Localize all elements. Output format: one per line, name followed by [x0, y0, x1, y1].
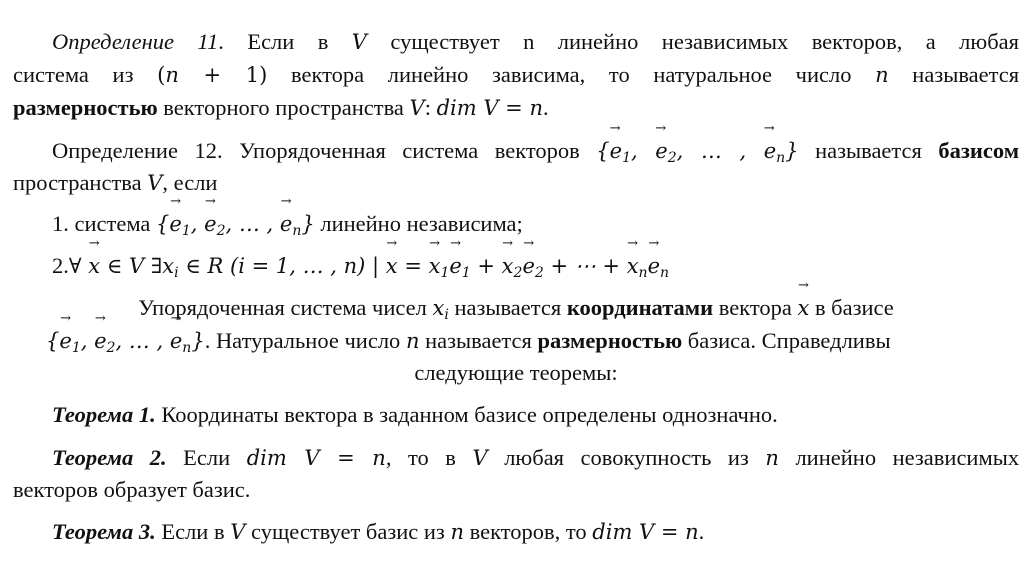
math-dimV-eq-n: dim V = n [436, 96, 543, 120]
math-xi: $x_i$ [432, 296, 449, 323]
math-n: n [405, 329, 420, 353]
def12-text2: пространства [13, 170, 142, 195]
theorem-1-text: Координаты вектора в заданном базисе определены однозначно. [161, 402, 778, 427]
theorem-2-label: Теорема 2. [52, 445, 167, 470]
coords-term1: координатами [566, 295, 714, 320]
math-V: V [472, 446, 488, 470]
math-vec-x: → x [797, 296, 809, 320]
def11-line1 [52, 27, 1019, 57]
def11-text3: система из [13, 62, 134, 87]
theorem-2-text2: , то в [385, 445, 456, 470]
theorem-1 [52, 400, 778, 429]
coords-text7: базиса. Справедливы [687, 328, 891, 353]
def11-line2 [13, 60, 1019, 90]
math-dimV-eq-n: dim V = n [592, 520, 699, 544]
def12-term: базисом [938, 138, 1020, 163]
theorem-2-line2 [13, 475, 250, 504]
def11-text6: векторного пространства [163, 95, 404, 120]
def11-text7: : [424, 95, 431, 120]
math-n: n [450, 520, 464, 544]
theorem-1-label: Теорема 1. [52, 402, 156, 427]
math-V: V [147, 171, 163, 195]
theorem-3: Теорема 3. Если в V существует базис из n векторов, то dim V = n. [52, 519, 705, 544]
def12-line2 [13, 168, 217, 198]
def11-text2: существует n линейно независимых векторов, а любая [390, 29, 1019, 54]
theorem-2-text3: любая совокупность из [504, 445, 749, 470]
theorem-2-text4: линейно независимых [795, 445, 1020, 470]
math-n-plus-1: (n + 1) [157, 63, 268, 87]
math-basis-set: {→ $e_1$, → $e_2$, … , → $e_n$} [156, 212, 315, 236]
math-V: V [409, 96, 425, 120]
def11-text5: называется [912, 62, 1020, 87]
def12-text1: называется [815, 138, 922, 163]
coords-text8: следующие теоремы: [414, 360, 618, 385]
theorem-2-line1 [52, 443, 1019, 473]
coords-line1 [13, 293, 1019, 323]
theorem-3-label: Теорема 3. [52, 519, 156, 544]
cond1-text: линейно независима; [320, 211, 523, 236]
coords-text4: в базисе [814, 295, 894, 320]
def12-text3: , если [162, 170, 218, 195]
def11-term: размерностью [13, 95, 158, 120]
cond2-num: 2. [52, 253, 69, 278]
coords-text6: называется [425, 328, 532, 353]
condition-1 [52, 209, 523, 239]
theorem-2-text1: Если [183, 445, 231, 470]
coords-text1: Упорядоченная система чисел [138, 295, 427, 320]
math-dimV-eq-n: dim V = n [246, 446, 386, 470]
math-V: V [351, 30, 367, 54]
coords-line3 [13, 358, 1019, 387]
def11-text1: . Если в [218, 29, 329, 54]
math-V: V [230, 520, 246, 544]
def11-text4: вектора линейно зависима, то натуральное число [291, 62, 852, 87]
math-n: n [875, 63, 889, 87]
theorem-3-text1: Если в [161, 519, 225, 544]
math-n: n [765, 446, 779, 470]
coords-term2: размерностью [537, 328, 683, 353]
math-basis-set: {→ $e_1$, → $e_2$, … , → $e_n$} [46, 329, 205, 353]
math-basis-set: {→ $e_1$, → $e_2$, … , → $e_n$} [596, 139, 798, 163]
cond1-num: 1. система [52, 211, 151, 236]
coords-text2: называется [454, 295, 562, 320]
theorem-3-text2: существует базис из [251, 519, 445, 544]
def11-line3: размерностью векторного пространства V: dim V = n. [13, 95, 549, 120]
def12-line1 [52, 136, 1019, 166]
theorem-3-text3: векторов, то [469, 519, 587, 544]
def11-lead: Определение 11 [52, 29, 219, 54]
def12-lead: Определение 12. Упорядоченная система векторов [52, 138, 580, 163]
coords-text3: вектора [718, 295, 792, 320]
condition-2 [52, 251, 669, 281]
coords-text5: . Натуральное число [204, 328, 401, 353]
coords-line2 [46, 326, 891, 356]
theorem-2-text5: векторов образует базис. [13, 477, 251, 502]
math-decomposition: ∀ → x ∈ V $\exists x_i$ ∈ R (i = 1, … , n) | → x = → $x_1\to e_1$ + → $x_2\to e_2$ + ⋯ + → $x_n\to e_n$ [69, 254, 669, 278]
